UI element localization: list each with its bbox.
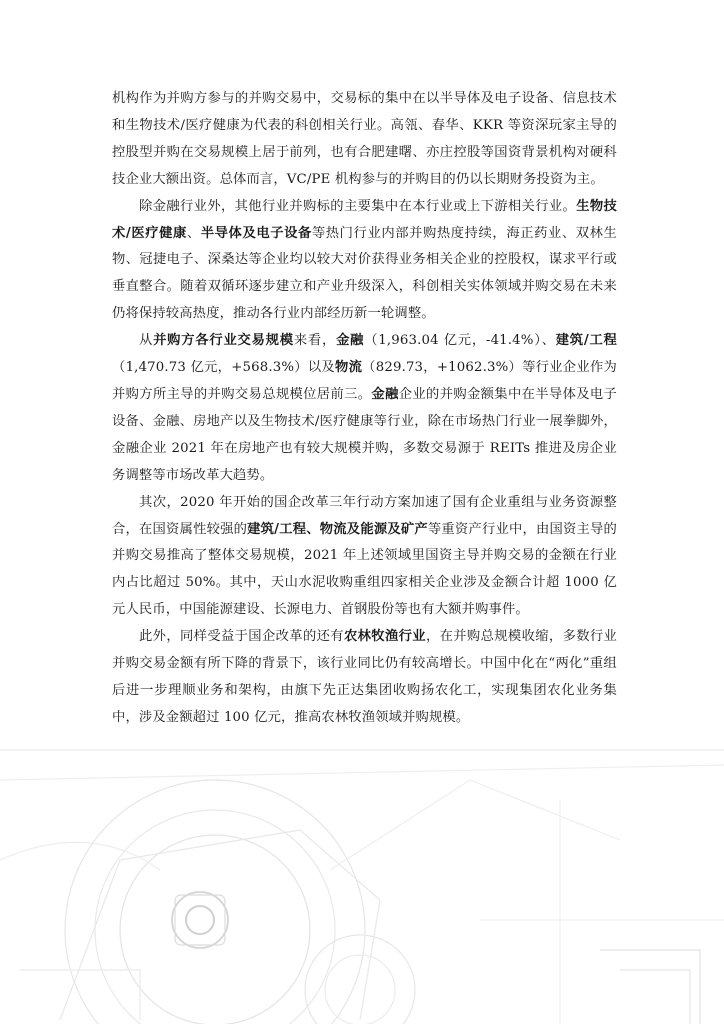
bold-text: 物流 — [335, 360, 363, 376]
bold-text: 建筑/工程 — [555, 333, 618, 349]
text-run: 、 — [186, 225, 201, 241]
bold-text: 并购方各行业交易规模 — [153, 333, 294, 349]
text-run: （829.73，+1062.3%）等行业企业作为并购方所主导的并购交易总规模位居前三。 — [112, 360, 617, 402]
text-run: 从 — [139, 333, 154, 349]
text-run: 等重资产行业中，由国资主导的并购交易推高了整体交易规模，2021 年上述领域里国资主导并购交易的金额在行业内占比超过 50%。其中，天山水泥收购重组四家相关企业涉及金额合计超 1000 亿元人民币，中国能源建设、长源电力、首钢股份等也有大额并购事件。 — [112, 521, 618, 618]
bold-text: 生物技术/医疗健康 — [112, 198, 617, 241]
paragraph — [112, 624, 617, 732]
paragraph — [112, 490, 617, 625]
paragraph — [112, 194, 617, 329]
text-run: 除金融行业外，其他行业并购标的主要集中在本行业或上下游相关行业。 — [139, 198, 577, 214]
text-run: 来看， — [293, 333, 337, 349]
paragraph — [112, 328, 617, 489]
text-run: （1,963.04 亿元，-41.4%）、 — [364, 333, 556, 349]
text-run: 其次，2020 年开始的国企改革三年行动方案加速了国有企业重组与业务资源整合，在国资属性较强的 — [112, 494, 617, 537]
body-text — [112, 86, 617, 732]
text-run: 机构作为并购方参与的并购交易中，交易标的集中在以半导体及电子设备、信息技术和生物技术/医疗健康为代表的科创相关行业。高瓴、春华、KKR 等资深玩家主导的控股型并购在交易规模上居于前列，也有合肥建曙、亦庄控股等国资背景机构对硬科技企业大额出资。总体而言，VC/PE 机构参与的并购目的仍以长期财务投资为主。 — [112, 91, 617, 187]
text-run: ，在并购总规模收缩，多数行业并购交易金额有所下降的背景下，该行业同比仍有较高增长。中国中化在“两化”重组后进一步理顺业务和架构，由旗下先正达集团收购扬农化工，实现集团农化业务集中，涉及金额超过 100 亿元，推高农林牧渔领域并购规模。 — [112, 629, 618, 725]
bold-text: 建筑/工程、物流及能源及矿产 — [247, 521, 428, 537]
text-run: 此外，同样受益于国企改革的还有 — [139, 629, 344, 645]
background-machinery-watermark — [0, 720, 724, 1024]
text-run: （1,470.73 亿元，+568.3%）以及 — [112, 360, 335, 376]
bold-text: 金融 — [371, 386, 399, 402]
text-run: 等热门行业内部并购热度持续，海正药业、双林生物、冠捷电子、深桑达等企业均以较大对价获得业务相关企业的控股权，谋求平行或垂直整合。随着双循环逐步建立和产业升级深入，科创相关实体领域并购交易在未来仍将保持较高热度，推动各行业内部经历新一轮调整。 — [112, 225, 617, 322]
paragraph — [112, 86, 617, 194]
bold-text: 农林牧渔行业 — [343, 629, 426, 645]
text-run: 企业的并购金额集中在半导体及电子设备、金融、房地产以及生物技术/医疗健康等行业，除在市场热门行业一展拳脚外，金融企业 2021 年在房地产也有较大规模并购，多数交易源于 REITs 推进及房企业务调整等市场改革大趋势。 — [112, 386, 617, 483]
bold-text: 半导体及电子设备 — [200, 225, 312, 241]
bold-text: 金融 — [336, 333, 365, 349]
